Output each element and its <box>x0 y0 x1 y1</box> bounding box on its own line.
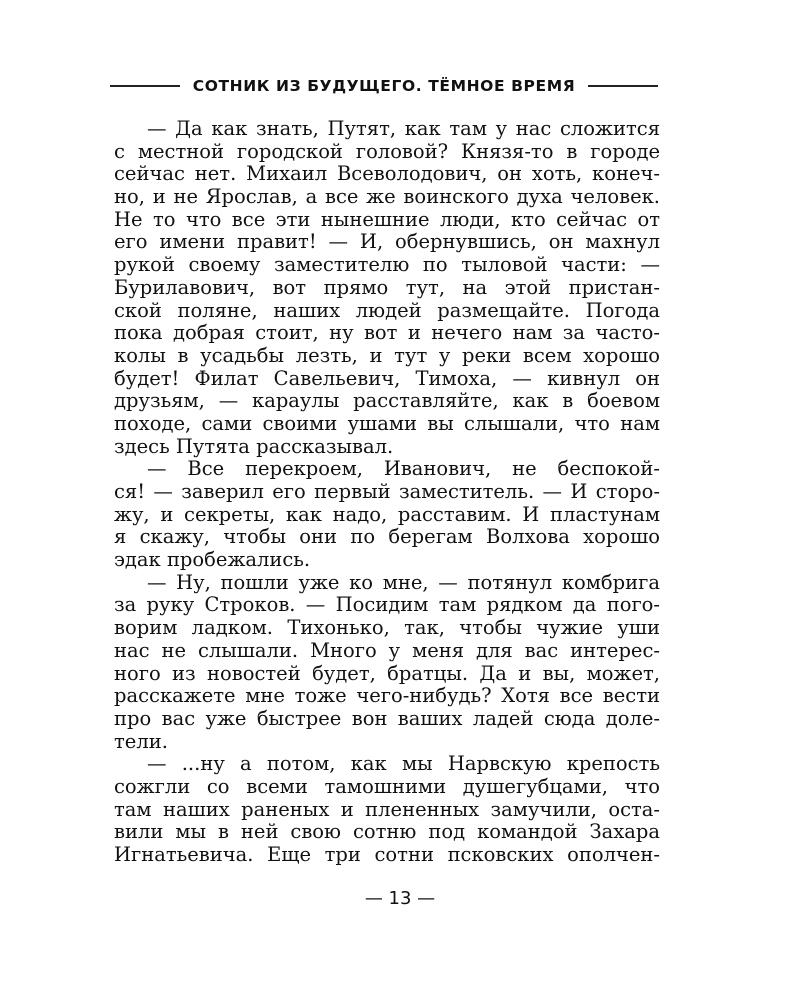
text-line: походе, сами своими ушами вы слышали, что нам <box>114 412 660 435</box>
text-line: Игнатьевича. Еще три сотни псковских ополчен- <box>114 844 660 866</box>
text-line: здесь Путята рассказывал. <box>114 435 394 458</box>
text-line: Бурилавович, вот прямо тут, на этой пристан- <box>114 276 660 299</box>
text-line: ской поляне, наших людей размещайте. Погода <box>114 299 660 322</box>
text-line: пока добрая стоит, ну вот и нечего нам за часто- <box>114 322 660 345</box>
text-line: эдак пробежались. <box>114 549 311 572</box>
text-line: сожгли со всеми тамошними душегубцами, что <box>114 775 660 798</box>
text-line: будет! Филат Савельевич, Тимоха, — кивнул он <box>114 367 660 390</box>
text-line: с местной городской головой? Князя-то в городе <box>114 140 660 163</box>
text-line: — ...ну а потом, как мы Нарвскую крепость <box>147 753 660 776</box>
text-line: колы в усадьбы лезть, и тут у реки всем хорошо <box>114 344 660 367</box>
text-line: ворим ладком. Тихонько, так, чтобы чужие уши <box>114 617 660 640</box>
text-line: расскажете мне тоже чего-нибудь? Хотя все вести <box>114 685 660 708</box>
text-line: его имени правит! — И, обернувшись, он махнул <box>114 231 660 254</box>
text-line: тели. <box>114 730 168 753</box>
text-line: там наших раненых и плененных замучили, оста- <box>114 798 660 821</box>
text-line: жу, и секреты, как надо, расставим. И пластунам <box>114 503 660 526</box>
text-line: Не то что все эти нынешние люди, кто сейчас от <box>114 208 660 231</box>
text-line: друзьям, — караулы расставляйте, как в боевом <box>114 390 660 413</box>
running-head-title: СОТНИК ИЗ БУДУЩЕГО. ТЁМНОЕ ВРЕМЯ <box>192 77 576 95</box>
running-head-rule-right <box>588 85 658 87</box>
text-line: нас не слышали. Много у меня для вас интерес- <box>114 639 660 662</box>
text-line: про вас уже быстрее вон ваших ладей сюда доле- <box>114 707 660 730</box>
text-line: — Да как знать, Путят, как там у нас сложится <box>147 118 660 140</box>
text-line: ся! — заверил его первый заместитель. — И сторо- <box>114 481 660 503</box>
text-line: рукой своему заместителю по тыловой части: — <box>114 254 660 277</box>
body-text <box>114 118 660 867</box>
text-line: ного из новостей будет, братцы. Да и вы, может, <box>114 662 660 685</box>
text-line: за руку Строков. — Посидим там рядком да пого- <box>114 594 660 617</box>
text-line: сейчас нет. Михаил Всеволодович, он хоть, конеч- <box>114 163 660 186</box>
page-number: — 13 — <box>364 888 436 909</box>
running-head-rule-left <box>110 85 180 87</box>
running-head <box>110 74 658 98</box>
text-line: я скажу, чтобы они по берегам Волхова хорошо <box>114 526 660 549</box>
text-line: но, и не Ярослав, а все же воинского духа человек. <box>114 186 660 209</box>
text-line: вили мы в ней свою сотню под командой Захара <box>114 821 660 844</box>
text-line: — Все перекроем, Иванович, не беспокой- <box>147 458 660 481</box>
text-line: — Ну, пошли уже ко мне, — потянул комбрига <box>147 571 660 594</box>
